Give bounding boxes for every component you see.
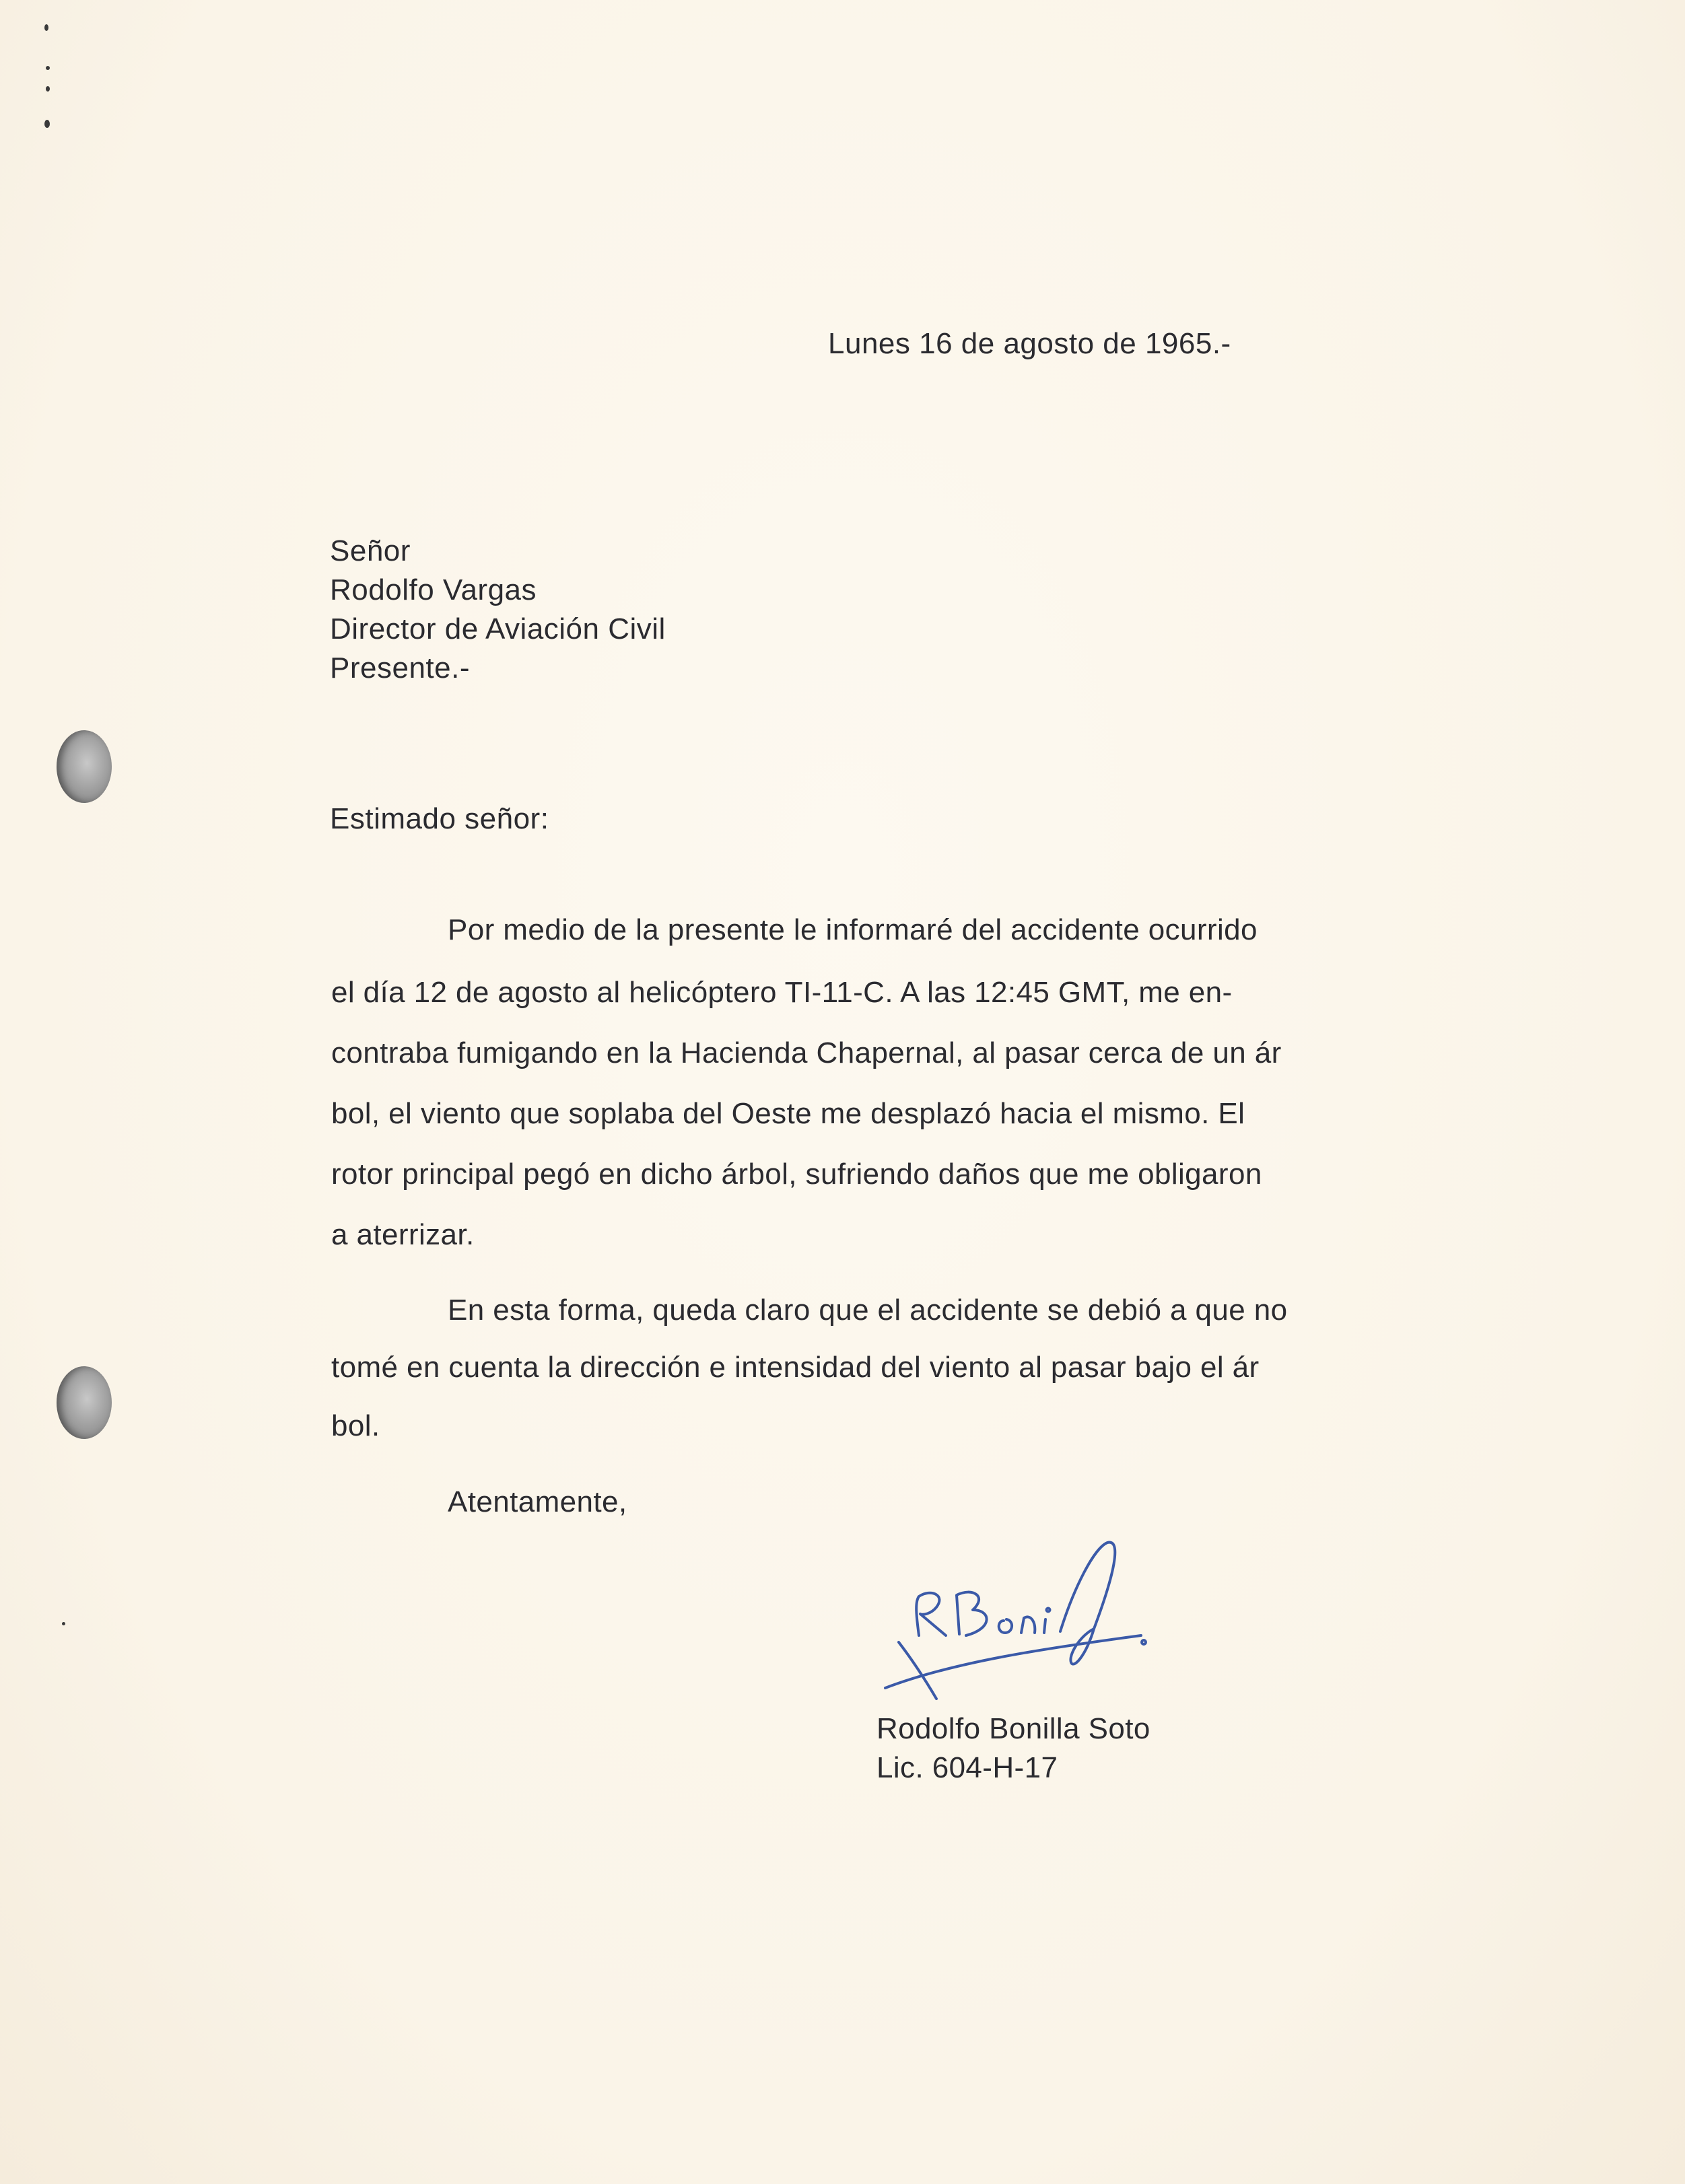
handwritten-signature xyxy=(872,1535,1181,1723)
addressee-block xyxy=(330,532,666,688)
paragraph1-line: el día 12 de agosto al helicóptero TI-11-C. A las 12:45 GMT, me en- xyxy=(331,976,1233,1009)
paper-speck xyxy=(44,120,50,128)
paragraph2-line: tomé en cuenta la dirección e intensidad del viento al pasar bajo el ár xyxy=(331,1351,1260,1384)
paragraph2-line: bol. xyxy=(331,1409,380,1442)
addressee-position: Director de Aviación Civil xyxy=(330,612,666,645)
paragraph1-line: a aterrizar. xyxy=(331,1218,475,1251)
paragraph1-line: contraba fumigando en la Hacienda Chapernal, al pasar cerca de un ár xyxy=(331,1036,1282,1069)
signer-license: Lic. 604-H-17 xyxy=(876,1751,1058,1784)
signer-name: Rodolfo Bonilla Soto xyxy=(876,1712,1150,1745)
addressee-title: Señor xyxy=(330,534,411,567)
paragraph1-line: bol, el viento que soplaba del Oeste me desplazó hacia el mismo. El xyxy=(331,1097,1245,1130)
paragraph2-line: En esta forma, queda claro que el accidente se debió a que no xyxy=(448,1294,1288,1327)
punch-hole-top xyxy=(57,730,112,803)
salutation: Estimado señor: xyxy=(330,802,549,835)
paragraph1-line: Por medio de la presente le informaré del accidente ocurrido xyxy=(448,913,1258,946)
addressee-presente: Presente.- xyxy=(330,651,470,684)
paper-speck xyxy=(44,24,48,31)
addressee-name: Rodolfo Vargas xyxy=(330,573,537,606)
punch-hole-bottom xyxy=(57,1366,112,1439)
closing: Atentamente, xyxy=(448,1485,627,1518)
paper-speck xyxy=(46,86,50,92)
paragraph1-line: rotor principal pegó en dicho árbol, sufriendo daños que me obligaron xyxy=(331,1158,1262,1191)
signer-block xyxy=(876,1710,1150,1788)
letter-date: Lunes 16 de agosto de 1965.- xyxy=(828,327,1231,360)
paper-speck xyxy=(46,66,50,70)
paper-speck xyxy=(62,1622,65,1625)
